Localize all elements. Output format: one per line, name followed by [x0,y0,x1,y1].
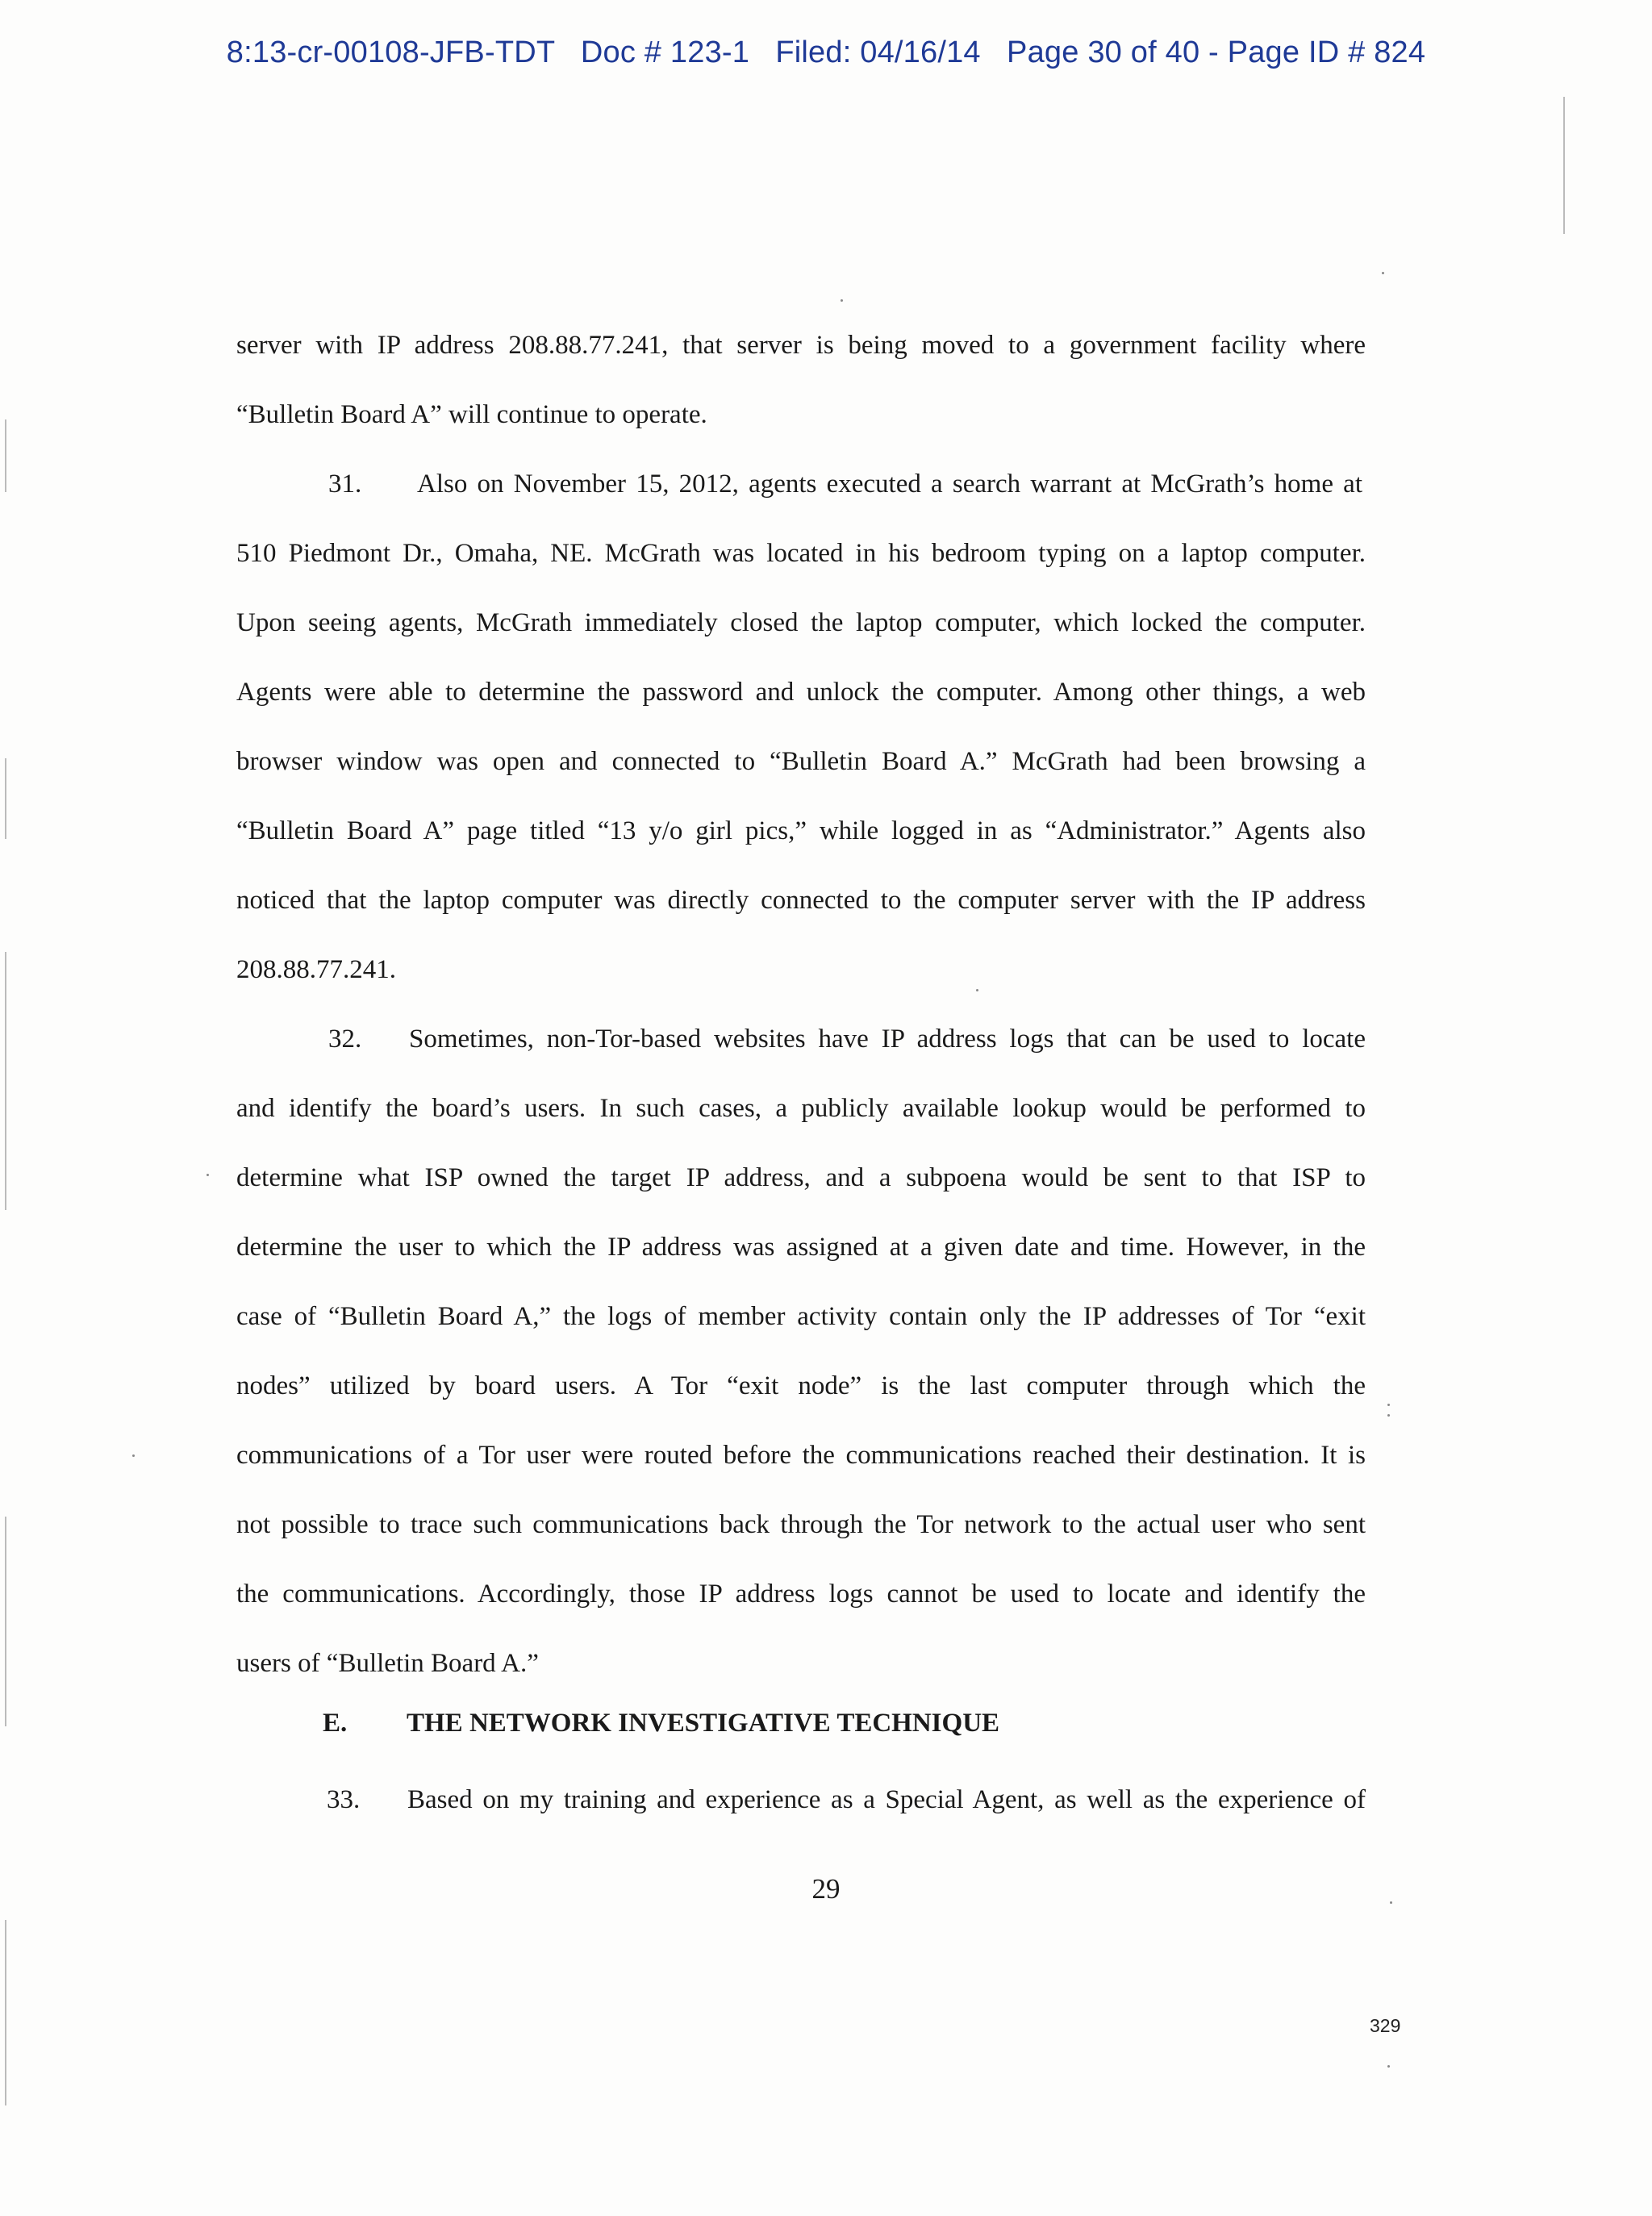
text-line: and identify the board’s users. In such cases, a publicly available lookup would be performed to [236,1094,1366,1123]
text-line: “Bulletin Board A” will continue to operate. [236,400,707,429]
paragraph-continuation [236,311,1366,449]
scan-speck [1387,2065,1390,2068]
bates-number: 329 [1370,2015,1401,2036]
text-line: determine the user to which the IP address was assigned at a given date and time. However, in the [236,1233,1366,1262]
scan-edge-mark [5,419,6,492]
scan-edge-mark [5,1517,6,1726]
text-line: case of “Bulletin Board A,” the logs of member activity contain only the IP addresses of Tor “exit [236,1302,1366,1331]
paragraph-number: 31. [328,469,362,499]
text-line: noticed that the laptop computer was directly connected to the computer server with the IP address [236,886,1366,915]
section-letter: E. [323,1709,348,1738]
text-line: users of “Bulletin Board A.” [236,1649,539,1678]
text-line: 510 Piedmont Dr., Omaha, NE. McGrath was located in his bedroom typing on a laptop computer. [236,539,1366,568]
scan-edge-mark [5,758,6,839]
scan-speck [132,1454,135,1457]
scan-edge-mark [5,1920,6,2105]
text-line: communications of a Tor user were routed before the communications reached their destination. It is [236,1441,1366,1470]
text-line [236,1765,1366,1834]
text-line: Agents were able to determine the password and unlock the computer. Among other things, a web [236,678,1366,707]
paragraph-31 [236,449,1366,1004]
section-title: THE NETWORK INVESTIGATIVE TECHNIQUE [407,1709,1000,1738]
paragraph-number: 33. [327,1785,361,1814]
paragraph-32 [236,1004,1366,1698]
scan-speck [1387,1404,1390,1406]
scan-speck [841,299,843,302]
paragraph-number: 32. [328,1025,362,1054]
paragraph-33 [236,1765,1366,1834]
text-line: determine what ISP owned the target IP address, and a subpoena would be sent to that ISP to [236,1163,1366,1192]
text-line: browser window was open and connected to “Bulletin Board A.” McGrath had been browsing a [236,747,1366,776]
scan-speck [1387,1414,1390,1417]
text-line: “Bulletin Board A” page titled “13 y/o girl pics,” while logged in as “Administrator.” Agents also [236,816,1366,845]
text-line-content: Sometimes, non-Tor-based websites have IP address logs that can be used to locate [409,1025,1366,1054]
page-number: 29 [811,1873,841,1905]
text-line-content: Also on November 15, 2012, agents executed a search warrant at McGrath’s home at [417,469,1362,499]
text-line: nodes” utilized by board users. A Tor “exit node” is the last computer through which the [236,1371,1366,1400]
scan-edge-mark [1563,97,1565,234]
text-line [236,449,1366,519]
text-line: 208.88.77.241. [236,955,396,984]
text-line: the communications. Accordingly, those IP address logs cannot be used to locate and identify the [236,1580,1366,1609]
text-line: server with IP address 208.88.77.241, that server is being moved to a government facility where [236,331,1366,360]
scan-speck [1382,272,1384,274]
text-line-content: Based on my training and experience as a Special Agent, as well as the experience of [407,1785,1366,1814]
text-line: not possible to trace such communications back through the Tor network to the actual user who sent [236,1510,1366,1539]
text-line [236,1004,1366,1074]
scan-edge-mark [5,952,6,1210]
text-line: Upon seeing agents, McGrath immediately closed the laptop computer, which locked the computer. [236,608,1366,637]
filing-header-stamp: 8:13-cr-00108-JFB-TDT Doc # 123-1 Filed: 04/16/14 Page 30 of 40 - Page ID # 824 [226,35,1426,69]
scan-speck [206,1174,209,1176]
